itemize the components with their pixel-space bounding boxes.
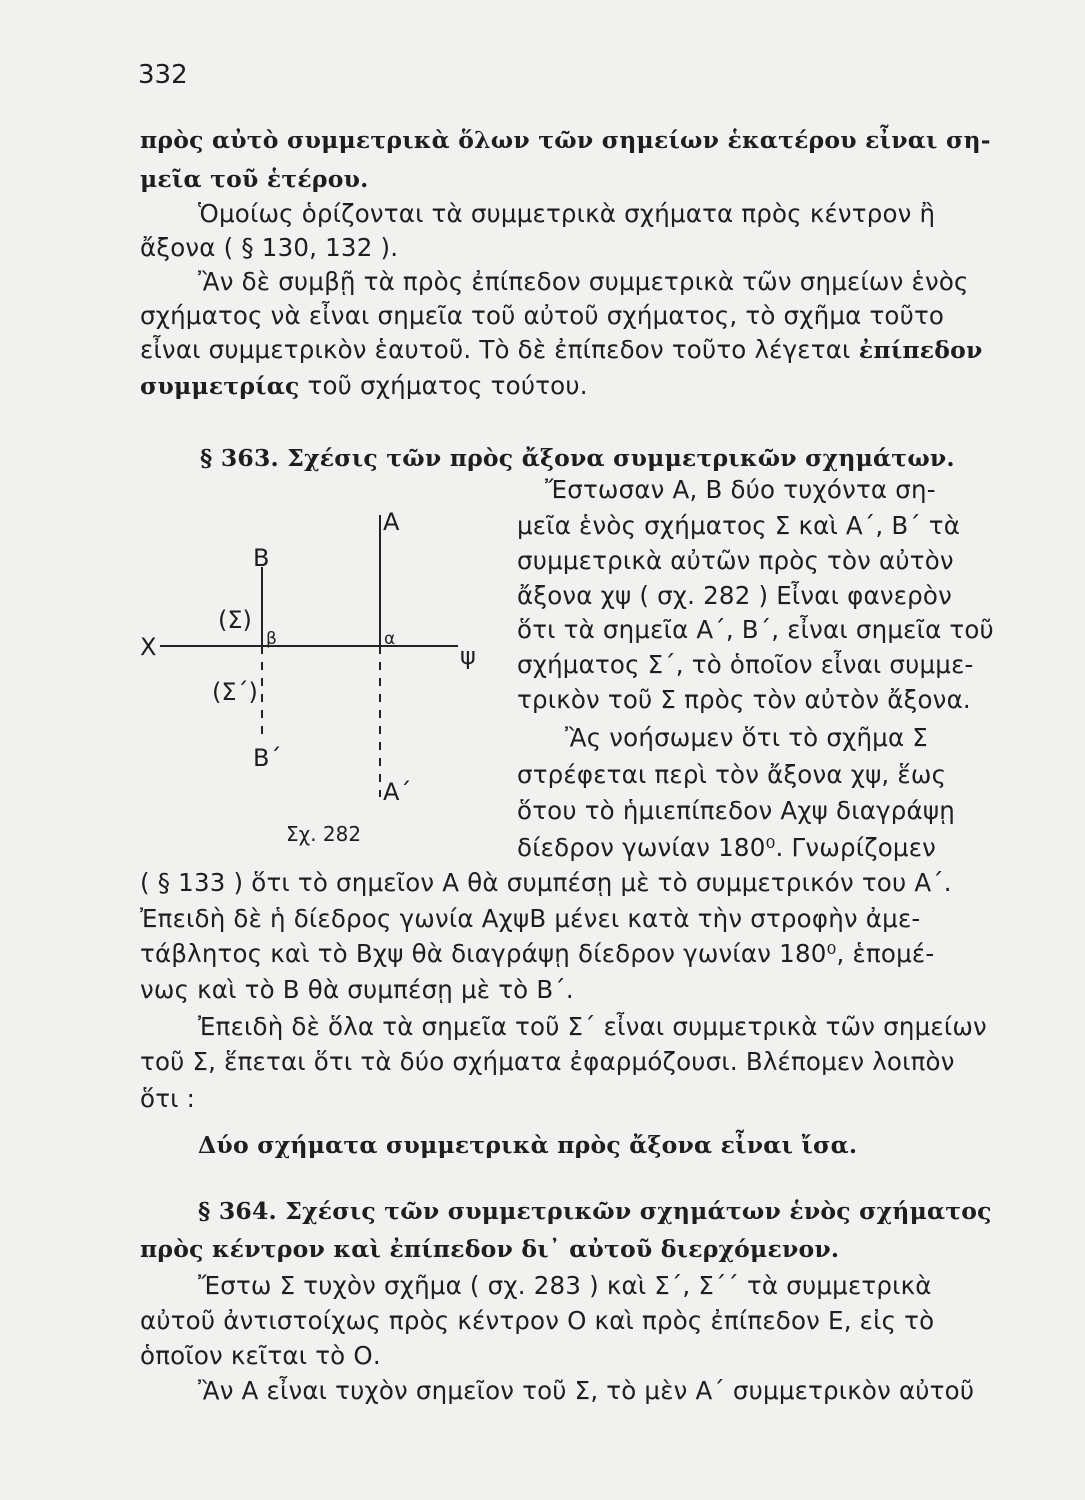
label-sigma: (Σ) bbox=[218, 606, 252, 634]
text-line: ὅτι τὰ σημεῖα Α΄, Β΄, εἶναι σημεῖα τοῦ bbox=[517, 615, 994, 644]
text-line: τάβλητος καὶ τὸ Βχψ θὰ διαγράψῃ δίεδρον γωνίαν 180⁰, ἑπομέ- bbox=[140, 939, 935, 968]
text-line: Ἐπειδὴ δὲ ὅλα τὰ σημεῖα τοῦ Σ΄ εἶναι συμμετρικὰ τῶν σημείων bbox=[198, 1012, 987, 1041]
label-B-prime: Β΄ bbox=[253, 744, 282, 772]
text-line: Ἂν Α εἶναι τυχὸν σημεῖον τοῦ Σ, τὸ μὲν Α΄ συμμετρικὸν αὐτοῦ bbox=[198, 1376, 975, 1405]
text-line: νως καὶ τὸ Β θὰ συμπέσῃ μὲ τὸ Β΄. bbox=[140, 975, 574, 1004]
theorem-statement: Δύο σχήματα συμμετρικὰ πρὸς ἄξονα εἶναι ἴσα. bbox=[198, 1131, 858, 1159]
text-line: συμμετρικὰ αὐτῶν πρὸς τὸν αὐτὸν bbox=[517, 546, 954, 575]
text-line: ( § 133 ) ὅτι τὸ σημεῖον Α θὰ συμπέσῃ μὲ τὸ συμμετρικόν του Α΄. bbox=[140, 868, 952, 897]
text-line: Ἔστω Σ τυχὸν σχῆμα ( σχ. 283 ) καὶ Σ΄, Σ΄΄ τὰ συμμετρικὰ bbox=[198, 1271, 932, 1300]
label-A: Α bbox=[383, 508, 400, 536]
text-line: σχήματος νὰ εἶναι σημεῖα τοῦ αὐτοῦ σχήματος, τὸ σχῆμα τοῦτο bbox=[140, 301, 945, 330]
label-sigma-prime: (Σ΄) bbox=[212, 678, 258, 706]
text-line: Ἂν δὲ συμβῇ τὰ πρὸς ἐπίπεδον συμμετρικὰ τῶν σημείων ἑνὸς bbox=[198, 267, 969, 296]
term-epipedon: ἐπίπεδον bbox=[850, 336, 983, 364]
page-number: 332 bbox=[138, 60, 188, 90]
label-alpha: α bbox=[384, 629, 396, 649]
label-psi: ψ bbox=[460, 642, 476, 670]
text-line: αὐτοῦ ἀντιστοίχως πρὸς κέντρον Ο καὶ πρὸς ἐπίπεδον Ε, εἰς τὸ bbox=[140, 1306, 935, 1335]
label-beta: β bbox=[266, 629, 277, 649]
text-line: στρέφεται περὶ τὸν ἄξονα χψ, ἕως bbox=[517, 760, 947, 789]
text-run: εἶναι συμμετρικὸν ἑαυτοῦ. Τὸ δὲ ἐπίπεδον τοῦτο λέγεται bbox=[140, 335, 851, 364]
figure-282 bbox=[140, 505, 510, 845]
text-line: Ἔστωσαν Α, Β δύο τυχόντα ση- bbox=[545, 475, 936, 504]
text-line: Ἂς νοήσωμεν ὅτι τὸ σχῆμα Σ bbox=[565, 723, 928, 752]
text-line: δίεδρον γωνίαν 180⁰. Γνωρίζομεν bbox=[517, 833, 937, 862]
label-x: Χ bbox=[140, 633, 157, 661]
text-line: μεῖα ἑνὸς σχήματος Σ καὶ Α΄, Β΄ τὰ bbox=[517, 511, 961, 540]
text-line: Ὁμοίως ὁρίζονται τὰ συμμετρικὰ σχήματα πρὸς κέντρον ἢ bbox=[198, 199, 936, 228]
text-line: τρικὸν τοῦ Σ πρὸς τὸν αὐτὸν ἄξονα. bbox=[517, 685, 971, 714]
text-line: ὅτι : bbox=[140, 1084, 196, 1113]
section-heading-363: § 363. Σχέσις τῶν πρὸς ἄξονα συμμετρικῶν σχημάτων. bbox=[200, 444, 955, 472]
text-line: Ἐπειδὴ δὲ ἡ δίεδρος γωνία ΑχψΒ μένει κατὰ τὴν στροφὴν ἀμε- bbox=[140, 904, 921, 933]
text-line: τοῦ Σ, ἕπεται ὅτι τὰ δύο σχήματα ἐφαρμόζουσι. Βλέπομεν λοιπὸν bbox=[140, 1047, 955, 1076]
section-heading-364: § 364. Σχέσις τῶν συμμετρικῶν σχημάτων ἑνὸς σχήματος bbox=[198, 1197, 992, 1225]
text-line: ἄξονα ( § 130, 132 ). bbox=[140, 233, 399, 262]
text-run: τοῦ σχήματος τούτου. bbox=[299, 371, 588, 400]
text-line bbox=[140, 370, 588, 402]
figure-lines bbox=[140, 505, 510, 845]
text-line: ὅτου τὸ ἡμιεπίπεδον Αχψ διαγράψῃ bbox=[517, 796, 955, 825]
text-line: μεῖα τοῦ ἑτέρου. bbox=[140, 165, 369, 193]
term-symmetrias: συμμετρίας bbox=[140, 372, 300, 400]
label-B: Β bbox=[253, 544, 270, 572]
text-line: ἄξονα χψ ( σχ. 282 ) Εἶναι φανερὸν bbox=[517, 581, 952, 610]
text-line: ὁποῖον κεῖται τὸ Ο. bbox=[140, 1341, 381, 1370]
figure-caption: Σχ. 282 bbox=[286, 822, 362, 846]
text-line: πρὸς αὐτὸ συμμετρικὰ ὅλων τῶν σημείων ἑκατέρου εἶναι ση- bbox=[140, 126, 991, 154]
text-line bbox=[140, 334, 983, 366]
label-A-prime: Α΄ bbox=[383, 778, 412, 806]
section-heading-364-cont: πρὸς κέντρον καὶ ἐπίπεδον δι᾽ αὐτοῦ διερχόμενον. bbox=[140, 1235, 840, 1263]
text-line: σχήματος Σ΄, τὸ ὁποῖον εἶναι συμμε- bbox=[517, 650, 974, 679]
